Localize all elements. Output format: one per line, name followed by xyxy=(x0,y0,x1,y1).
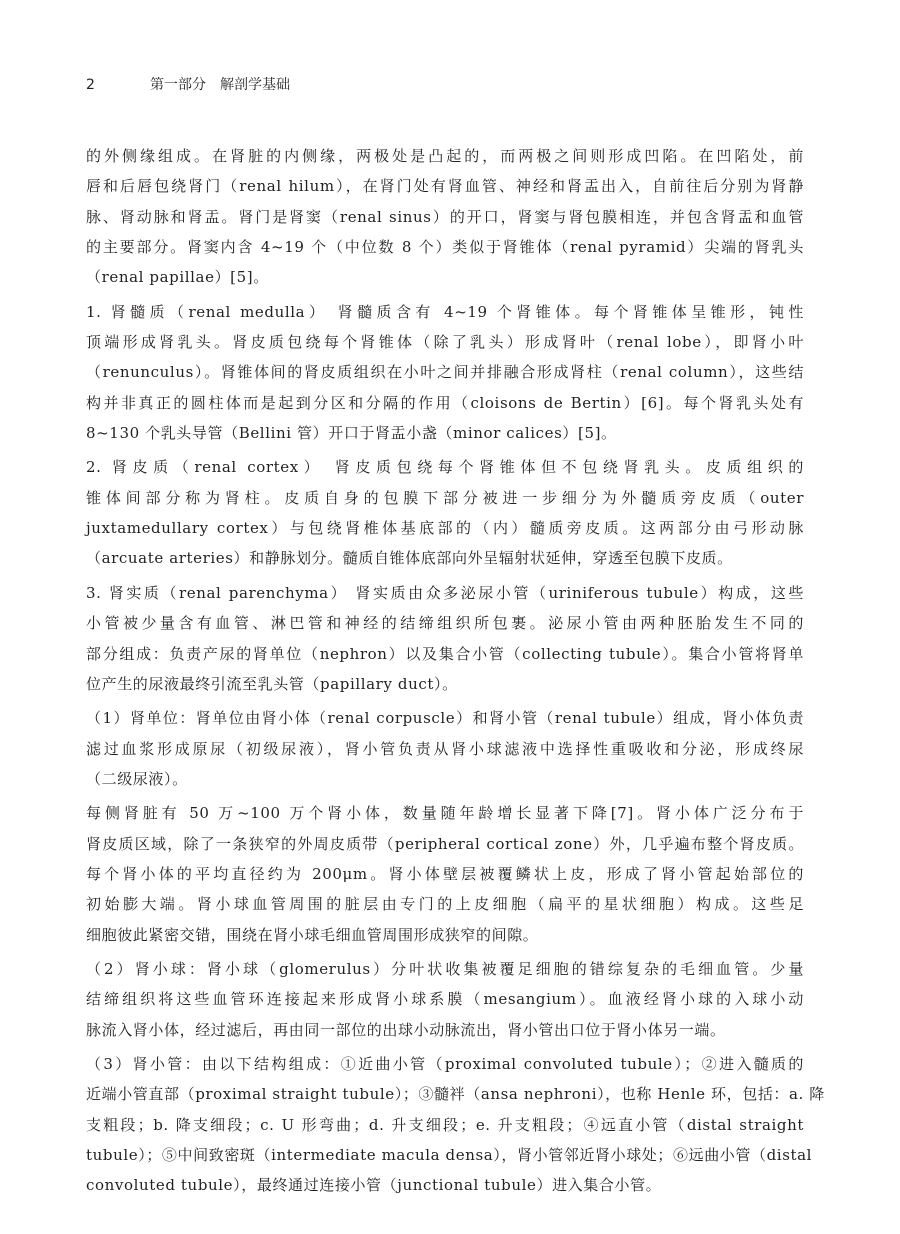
text-line: 8~130 个乳头导管（Bellini 管）开口于肾盂小盏（minor calices）[5]。 xyxy=(86,424,617,443)
text-line: 构并非真正的圆柱体而是起到分区和分隔的作用（cloisons de Bertin）[6]。每个肾乳头处有 xyxy=(86,393,804,412)
text-line: 顶端形成肾乳头。肾皮质包绕每个肾锥体（除了乳头）形成肾叶（renal lobe），即肾小叶 xyxy=(86,333,804,352)
text-line: 脉、肾动脉和肾盂。肾门是肾窦（renal sinus）的开口，肾窦与肾包膜相连，并包含肾盂和血管 xyxy=(86,207,804,226)
paragraph xyxy=(86,703,804,794)
paragraph xyxy=(86,954,804,1045)
part-label: 第一部分 xyxy=(150,77,206,93)
page-number: 2 xyxy=(86,77,95,93)
text-line: tubule）；⑤中间致密斑（intermediate macula densa），肾小管邻近肾小球处；⑥远曲小管（distal xyxy=(86,1146,813,1164)
text-line: 2. 肾皮质（renal cortex） 肾皮质包绕每个肾锥体但不包绕肾乳头。皮质组织的 xyxy=(86,458,804,477)
text-line: 部分组成：负责产尿的肾单位（nephron）以及集合小管（collecting tubule）。集合小管将肾单 xyxy=(86,644,804,663)
paragraph xyxy=(86,1049,825,1201)
text-line: （renal papillae）[5]。 xyxy=(86,268,269,287)
paragraph xyxy=(86,297,804,449)
text-line: 1. 肾髓质（renal medulla） 肾髓质含有 4~19 个肾锥体。每个肾锥体呈锥形，钝性 xyxy=(86,302,804,321)
text-line: （2）肾小球：肾小球（glomerulus）分叶状收集被覆足细胞的错综复杂的毛细血管。少量 xyxy=(86,959,804,978)
text-line: 小管被少量含有血管、淋巴管和神经的结缔组织所包裹。泌尿小管由两种胚胎发生不同的 xyxy=(86,614,804,633)
paragraph xyxy=(86,452,804,573)
paragraph xyxy=(86,141,804,293)
text-line: （二级尿液）。 xyxy=(86,769,188,788)
text-line: 每侧肾脏有 50 万~100 万个肾小体，数量随年龄增长显著下降[7]。肾小体广泛分布于 xyxy=(86,804,804,823)
text-line: 细胞彼此紧密交错，围绕在肾小球毛细血管周围形成狭窄的间隙。 xyxy=(86,925,539,944)
text-line: 的主要部分。肾窦内含 4~19 个（中位数 8 个）类似于肾锥体（renal pyramid）尖端的肾乳头 xyxy=(86,238,804,257)
text-line: 唇和后唇包绕肾门（renal hilum），在肾门处有肾血管、神经和肾盂出入，自前往后分别为肾静 xyxy=(86,177,804,196)
text-line: 位产生的尿液最终引流至乳头管（papillary duct）。 xyxy=(86,674,458,693)
body-text xyxy=(86,141,825,1201)
paragraph xyxy=(86,578,804,699)
section-title: 解剖学基础 xyxy=(220,77,290,93)
text-line: 近端小管直部（proximal straight tubule）；③髓袢（ansa nephroni），也称 Henle 环，包括：a. 降 xyxy=(86,1085,825,1104)
text-line: （renunculus）。肾锥体间的肾皮质组织在小叶之间并排融合形成肾柱（renal column），这些结 xyxy=(86,363,804,382)
text-line: 滤过血浆形成原尿（初级尿液），肾小管负责从肾小球滤液中选择性重吸收和分泌，形成终尿 xyxy=(86,739,804,758)
text-line: 锥体间部分称为肾柱。皮质自身的包膜下部分被进一步细分为外髓质旁皮质（outer xyxy=(86,488,804,507)
text-line: 的外侧缘组成。在肾脏的内侧缘，两极处是凸起的，而两极之间则形成凹陷。在凹陷处，前 xyxy=(86,147,804,165)
text-line: （1）肾单位：肾单位由肾小体（renal corpuscle）和肾小管（renal tubule）组成，肾小体负责 xyxy=(86,709,804,728)
text-line: （arcuate arteries）和静脉划分。髓质自锥体底部向外呈辐射状延伸，穿透至包膜下皮质。 xyxy=(86,549,733,568)
text-line: 支粗段；b. 降支细段；c. U 形弯曲；d. 升支细段；e. 升支粗段；④远直小管（distal straight xyxy=(86,1115,804,1134)
text-line: 每个肾小体的平均直径约为 200μm。肾小体壁层被覆鳞状上皮，形成了肾小管起始部位的 xyxy=(86,864,804,883)
text-line: 肾皮质区域，除了一条狭窄的外周皮质带（peripheral cortical zone）外，几乎遍布整个肾皮质。 xyxy=(86,834,804,853)
text-line: 3. 肾实质（renal parenchyma） 肾实质由众多泌尿小管（uriniferous tubule）构成，这些 xyxy=(86,583,804,602)
page-header xyxy=(86,74,290,94)
text-line: 脉流入肾小体，经过滤后，再由同一部位的出球小动脉流出，肾小管出口位于肾小体另一端。 xyxy=(86,1020,726,1039)
text-line: 结缔组织将这些血管环连接起来形成肾小球系膜（mesangium）。血液经肾小球的入球小动 xyxy=(86,990,804,1009)
text-line: juxtamedullary cortex）与包绕肾椎体基底部的（内）髓质旁皮质。这两部分由弓形动脉 xyxy=(86,519,804,538)
text-line: 初始膨大端。肾小球血管周围的脏层由专门的上皮细胞（扁平的星状细胞）构成。这些足 xyxy=(86,895,804,914)
paragraph xyxy=(86,798,804,950)
text-line: convoluted tubule），最终通过连接小管（junctional tubule）进入集合小管。 xyxy=(86,1176,662,1195)
text-line: （3）肾小管：由以下结构组成：①近曲小管（proximal convoluted tubule）；②进入髓质的 xyxy=(86,1054,804,1073)
